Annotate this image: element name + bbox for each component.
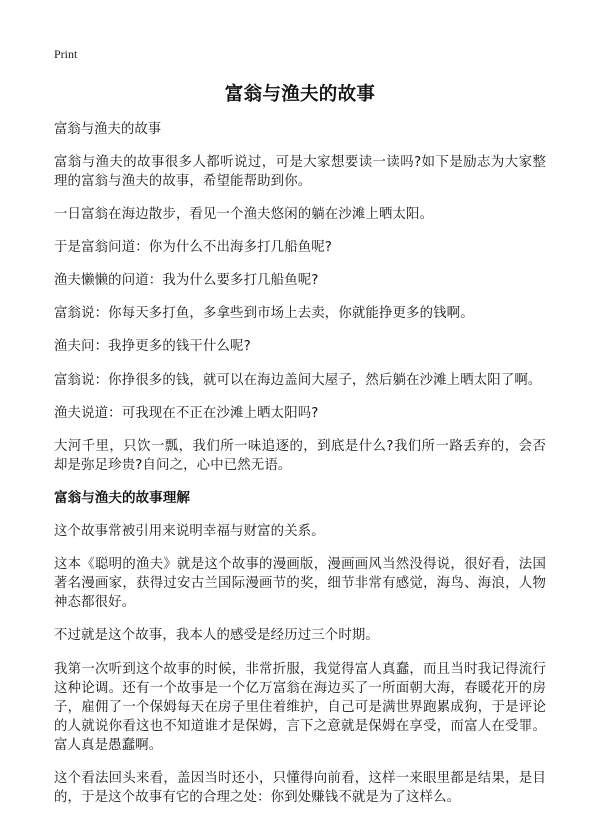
paragraph: 这本《聪明的渔夫》就是这个故事的漫画版，漫画画风当然没得说，很好看，法国著名漫画家，获得过安古兰国际漫画节的奖，细节非常有感觉，海鸟、海浪，人物神态都很好。: [54, 557, 546, 611]
page-title: 富翁与渔夫的故事: [224, 84, 376, 105]
print-link[interactable]: Print: [54, 47, 78, 61]
paragraph: 不过就是这个故事，我本人的感受是经历过三个时期。: [54, 628, 379, 644]
article-body: [54, 120, 546, 821]
paragraph: 大河千里，只饮一瓢，我们所一味追逐的，到底是什么?我们所一路丢弃的，会否却是弥足珍贵?自问之，心中已然无语。: [54, 439, 546, 473]
section-heading: 富翁与渔夫的故事理解: [54, 490, 190, 507]
paragraph: 富翁说：你挣很多的钱，就可以在海边盖间大屋子，然后躺在沙滩上晒太阳了啊。: [54, 372, 542, 388]
paragraph: 渔夫懒懒的问道：我为什么要多打几船鱼呢?: [54, 273, 319, 289]
paragraph: 我第一次听到这个故事的时候，非常折服，我觉得富人真蠢，而且当时我记得流行这种论调。还有一个故事是一个亿万富翁在海边买了一所面朝大海，春暖花开的房子，雇佣了一个保姆每天在房子里住着维护，自己可是满世界跑累成狗，于是评论的人就说你看这也不知道谁才是保姆，言下之意就是保姆在享受，而富人在受罪。富人真是愚蠢啊。: [54, 661, 546, 753]
paragraph: 这个故事常被引用来说明幸福与财富的关系。: [54, 523, 325, 539]
paragraph: 一日富翁在海边散步，看见一个渔夫悠闲的躺在沙滩上晒太阳。: [54, 206, 434, 222]
paragraph: 渔夫说道：可我现在不正在沙滩上晒太阳吗?: [54, 405, 319, 421]
paragraph: 这个看法回头来看，盖因当时还小，只懂得向前看，这样一来眼里都是结果，是目的，于是这个故事有它的合理之处：你到处赚钱不就是为了这样么。: [54, 770, 546, 805]
article-subtitle: 富翁与渔夫的故事: [54, 122, 162, 137]
paragraph: 渔夫问：我挣更多的钱干什么呢?: [54, 339, 251, 355]
paragraph: 于是富翁问道：你为什么不出海多打几船鱼呢?: [54, 239, 333, 255]
paragraph: 富翁与渔夫的故事很多人都听说过，可是大家想要读一读吗?如下是励志为大家整理的富翁与渔夫的故事，希望能帮助到你。: [54, 154, 546, 189]
paragraph: 富翁说：你每天多打鱼，多拿些到市场上去卖，你就能挣更多的钱啊。: [54, 306, 474, 322]
